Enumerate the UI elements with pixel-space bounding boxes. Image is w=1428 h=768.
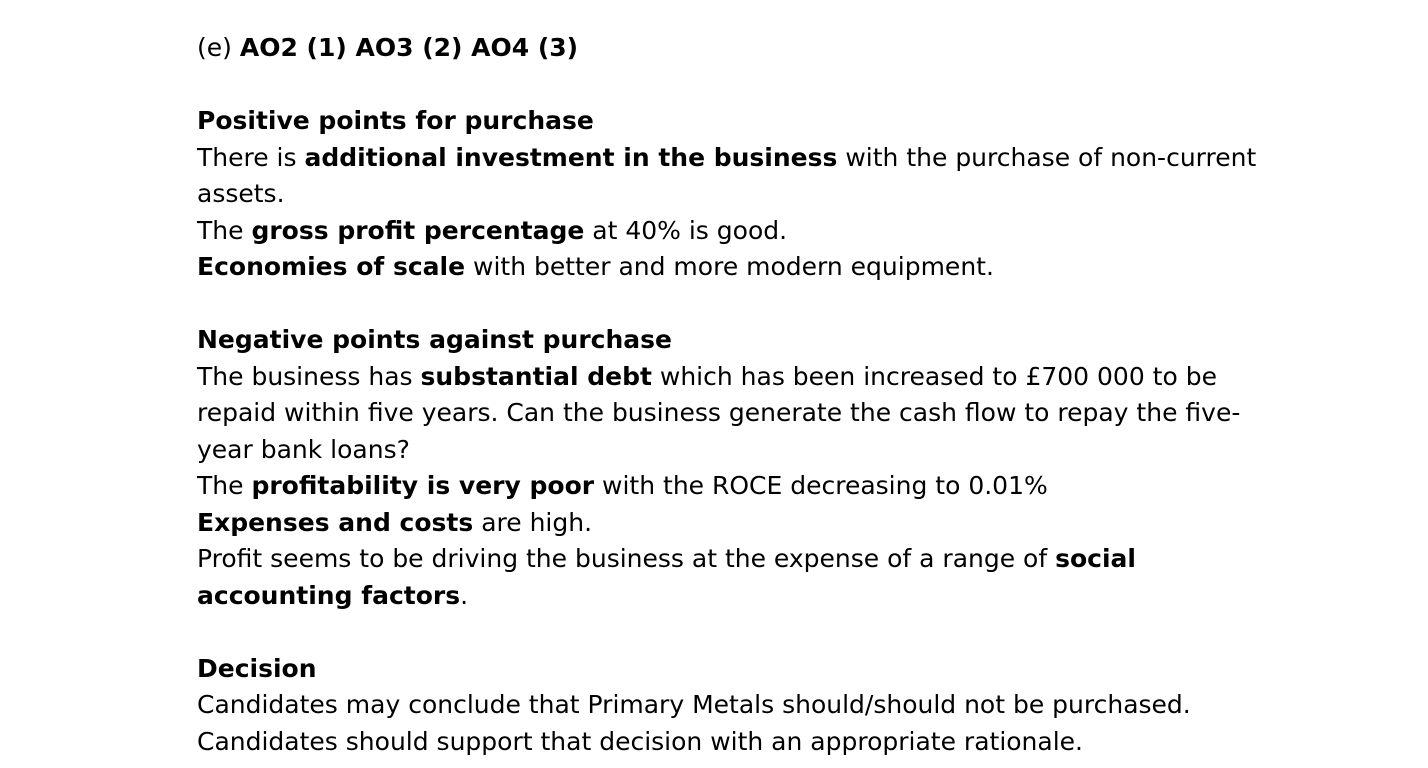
negative-point-social-cont: accounting factors.	[197, 580, 469, 610]
key-term: social	[1055, 544, 1136, 573]
negative-point-profitability: The profitability is very poor with the ROCE decreasing to 0.01%	[197, 471, 1048, 500]
question-label: (e)	[197, 33, 240, 62]
spacer	[197, 614, 1257, 651]
key-term: Economies of scale	[197, 252, 466, 281]
question-header	[197, 30, 1257, 67]
negative-point-expenses: Expenses and costs are high.	[197, 507, 593, 537]
positive-point-gross-profit: The gross profit percentage at 40% is good.	[197, 215, 788, 245]
positive-point-investment: There is additional investment in the business with the purchase of non-current	[197, 142, 1257, 172]
negative-point-social: Profit seems to be driving the business at the expense of a range of social	[197, 544, 1136, 573]
assessment-objectives: AO2 (1) AO3 (2) AO4 (3)	[239, 33, 579, 62]
negative-point-debt-cont2: year bank loans?	[197, 434, 410, 464]
negative-point-debt-cont: repaid within five years. Can the business generate the cash flow to repay the five-	[197, 398, 1241, 427]
key-term: profitability is very poor	[251, 471, 595, 500]
positive-point-economies: Economies of scale with better and more modern equipment.	[197, 252, 994, 281]
key-term: Expenses and costs	[197, 507, 474, 537]
decision-heading: Decision	[197, 653, 317, 683]
key-term: additional investment in the business	[304, 142, 838, 172]
positive-heading: Positive points for purchase	[197, 106, 594, 135]
key-term: gross profit percentage	[251, 215, 585, 245]
mark-scheme-page	[197, 30, 1257, 760]
decision-line-1: Candidates may conclude that Primary Metals should/should not be purchased.	[197, 690, 1191, 719]
key-term: substantial debt	[420, 361, 652, 391]
key-term: accounting factors	[197, 580, 461, 610]
negative-heading: Negative points against purchase	[197, 325, 672, 354]
negative-point-debt: The business has substantial debt which has been increased to £700 000 to be	[197, 361, 1217, 391]
spacer	[197, 286, 1257, 323]
decision-line-2: Candidates should support that decision with an appropriate rationale.	[197, 726, 1083, 756]
spacer	[197, 67, 1257, 104]
positive-point-investment-cont: assets.	[197, 179, 285, 208]
